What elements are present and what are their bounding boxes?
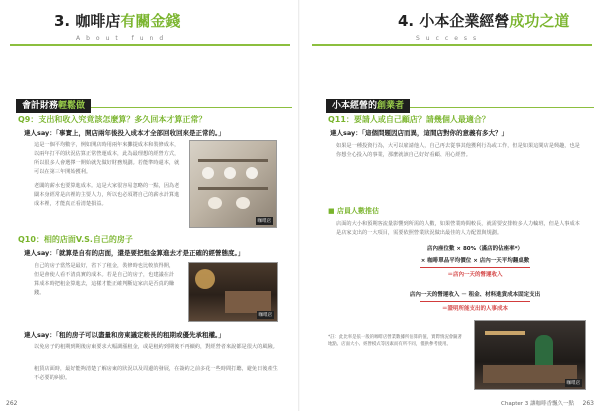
formula-divider	[420, 301, 530, 302]
shelf-light	[485, 331, 525, 335]
left-section-prefix: 會計財務	[22, 101, 59, 111]
right-page	[300, 0, 600, 411]
cup-shape	[202, 167, 214, 179]
formula-line-2: × 咖啡單品平均價位 × 店內一天平均翻桌數	[420, 258, 530, 264]
q11-heading: Q11：要請人或自己顧店？請幾個人最適合？	[328, 115, 490, 124]
cup-shape	[224, 167, 236, 179]
left-page-number: 262	[6, 400, 18, 407]
right-title-highlight: 成功之道	[509, 12, 570, 30]
photo-cups-shelf	[189, 140, 277, 228]
photo3-tag: 咖啡店	[566, 381, 580, 386]
cup-shape	[236, 197, 250, 209]
right-section-prefix: 小本經營的	[332, 101, 378, 111]
photo-barista	[474, 320, 586, 390]
right-subtitle: Success	[416, 35, 483, 42]
left-subtitle: About fund	[76, 35, 170, 42]
left-title-bar	[10, 6, 290, 46]
shelf-line	[198, 187, 268, 190]
formula-line-5: ＝證明所能支出的人事成本	[441, 306, 508, 312]
q9-expert-say: 達人say：「事實上，開店兩年後投入成本才全部回收回來是正常的。」	[24, 129, 225, 137]
footnote: *註：此比率是依一般的咖啡店營業數據所估算的值，實際情況會隨著地點、店面大小、經營模式等因素而有所不同，僅供參考使用。	[328, 335, 462, 347]
staff-count-heading: ■ 店員人數推估	[328, 207, 380, 215]
barista-figure	[535, 335, 553, 369]
cup-shape	[246, 167, 258, 179]
q9-heading: Q9：支出和收入究竟該怎麼算？多久回本才算正常？	[18, 115, 207, 124]
left-section-head	[16, 93, 292, 111]
counter-shape	[225, 291, 271, 313]
counter-shape	[483, 365, 577, 383]
left-page-title	[54, 10, 180, 31]
left-section-label	[16, 99, 91, 113]
q10-body: 自己的房子當然是最好，省下了租金，裝修時也比較放得開，但是會使人看不清真實的成本。若是自己的房子，也建議在計算成本時把租金算進去，這樣才能正確判斷這家店是否真的賺錢。	[34, 263, 175, 296]
q10b-expert-say: 達人say：「租的房子可以盡量和房東議定較長的租期或優先承租權。」	[24, 331, 225, 339]
chapter-footer: Chapter 3 讓咖啡香飄久一點	[501, 401, 574, 407]
q9-body: 這是一個平均數字，例如開店時用兩年來攤提成本和裝修成本，以兩年打平的狀況估算正常營運成本，此為最理想的經營方式，所以很多人會選擇一開始就先做好財務規劃。若能準時還本，就可以在第三年開始獲利。	[34, 142, 180, 175]
left-section-highlight: 輕鬆做	[58, 101, 86, 111]
q9-body-2: 老闆的薪水也要算進成本。這是大家很容易忽略的一點，因為老闆本身經常是店裡的主要人力，所以也必須將自己的薪水計算進成本裡，才能真正看清楚損益。	[34, 183, 180, 207]
q10-heading: Q10：相的店面V.S.自己的房子	[18, 235, 133, 244]
right-section-highlight: 創業者	[377, 101, 405, 111]
photo2-tag: 咖啡店	[258, 313, 272, 318]
photo-cafe-interior	[188, 262, 278, 322]
right-section-head	[326, 93, 594, 111]
q11-body: 如果是一種投資行為，大可以雇請他人，自己再去從事其他獲利行為或工作，但是如果這間店是興趣，也是你想全心投入的事業，那麼就該自己好好看顧、用心經營。	[336, 143, 580, 158]
q10b-body: 以免房子的租期到期後房東要求大幅調漲租金，或是租約到期後不再續約，對經營者來說都是很大的風險。	[34, 344, 278, 350]
cup-shape	[208, 197, 222, 209]
formula-line-1: 店內座位數 × 80%（滿店的佔座率*）	[427, 246, 523, 252]
q11-expert-say: 達人say：「這個問題因店而異，這間店對你的意義有多大？」	[330, 129, 509, 137]
right-title-prefix: 4. 小本企業經營	[398, 12, 510, 30]
right-page-number: 263	[582, 400, 594, 407]
left-title-prefix: 3. 咖啡店	[54, 12, 121, 30]
shelf-line	[198, 159, 268, 162]
lamp-glow	[195, 269, 215, 289]
right-section-label	[326, 99, 410, 113]
formula-divider	[420, 267, 530, 268]
right-page-title	[398, 10, 569, 31]
q10b-body-2: 租賃店面時，最好能夠清楚了解房東的狀況以及周邊的發展，在簽約之前多花一些時間打聽，避免日後產生不必要的糾紛。	[34, 366, 278, 381]
right-title-bar	[312, 6, 592, 46]
left-title-highlight: 有關金錢	[120, 12, 181, 30]
staff-count-body: 店面的大小和預期客流量影響到所需的人數，如果營業時間較長，就需要安排較多人力輪班，但是人事成本是店家支出的一大項目，需要依照營業狀況做出最佳的人力配置與規劃。	[336, 221, 580, 236]
formula-line-4: 店內一天的營運收入 － 租金、材料進貨成本固定支出	[409, 292, 541, 298]
q10-expert-say: 達人say：「就算是自有的店面，還是要把租金算進去才是正確的經營態度。」	[24, 249, 245, 257]
photo1-tag: 咖啡店	[257, 219, 271, 224]
formula-line-3: ＝店內一天的營運收入	[447, 272, 503, 278]
